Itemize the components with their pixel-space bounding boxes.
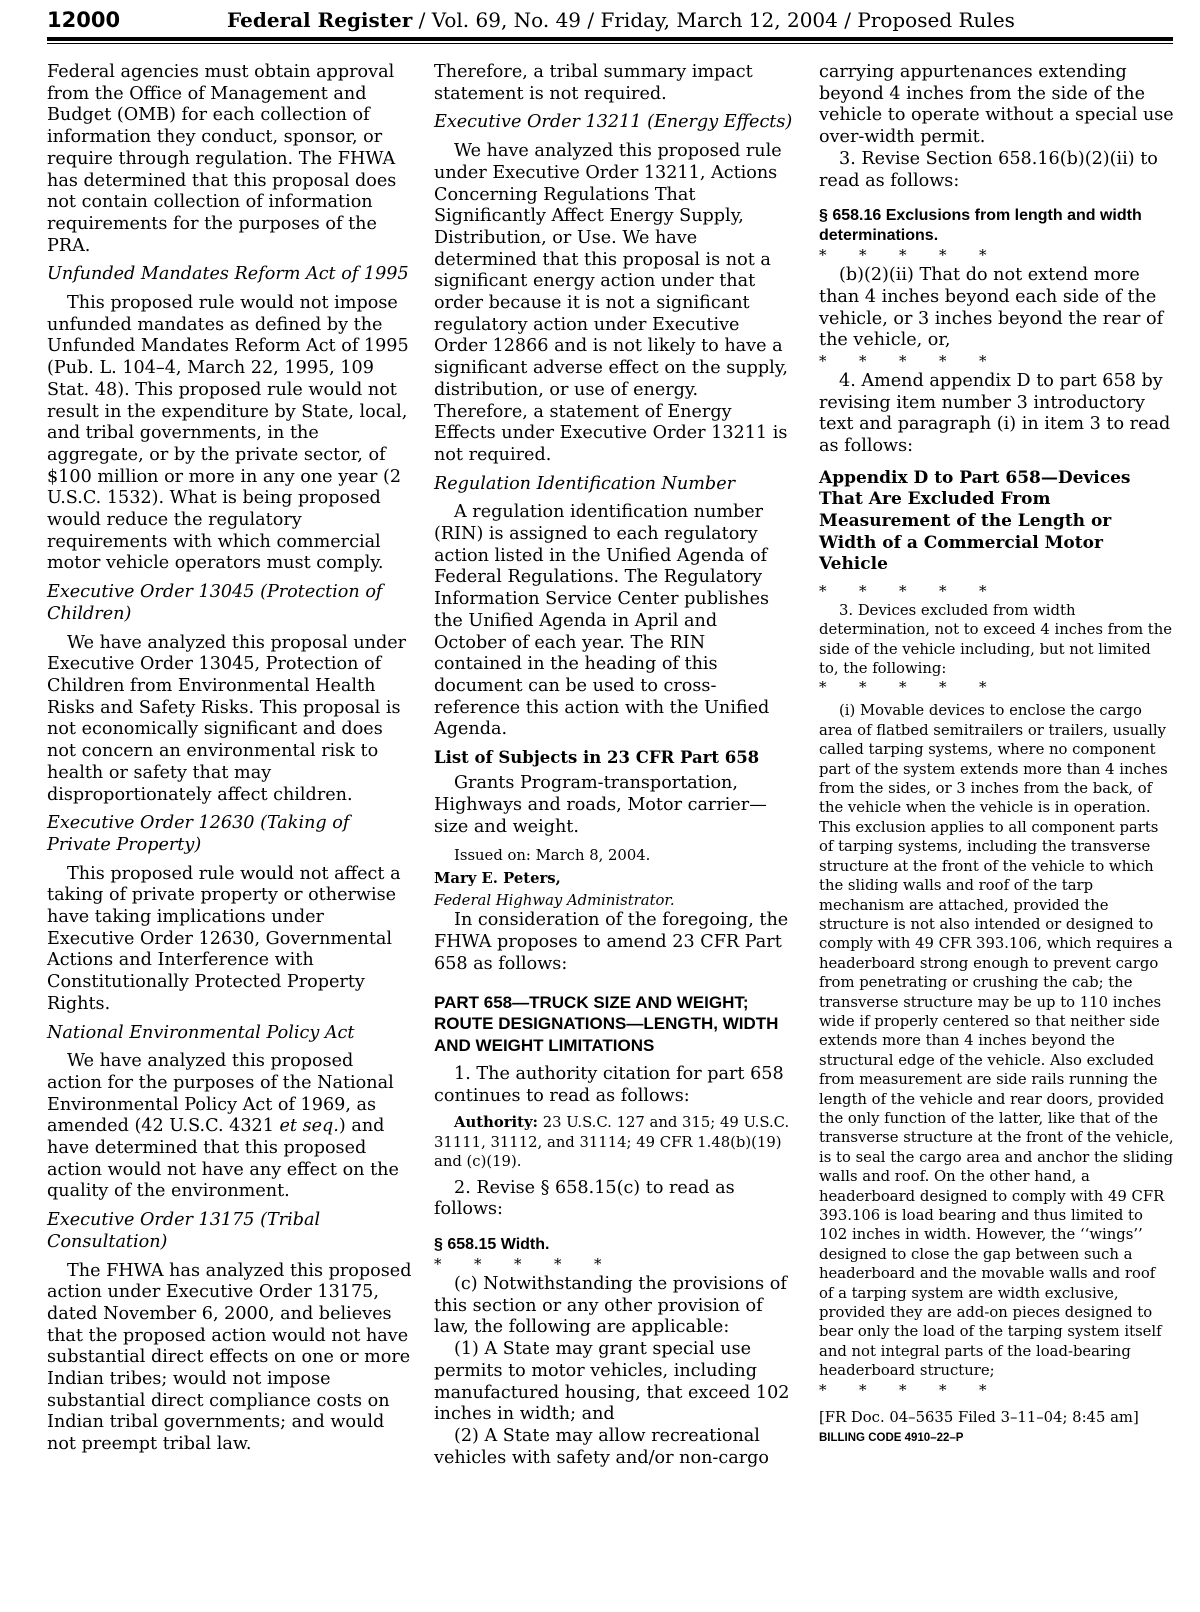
italic-text: et seq. bbox=[279, 1116, 339, 1137]
paragraph bbox=[47, 1051, 412, 1203]
appendix-item-3i: (i) Movable devices to enclose the cargo area of flatbed semitrailers or trailers, usually called tarping systems, where no component part of the system extends more than 4 inches from the sides, or 3 inches from the back, of the vehicle when the vehicle is in operation. This exclusion applies to all component parts of tarping systems, including the transverse structure at the front of the vehicle to which the sliding walls and roof of the tarp mechanism are attached, provided the structure is not also intended or designed to comply with 49 CFR 393.106, which requires a headerboard strong enough to prevent cargo from penetrating or crushing the cab; the transverse structure may be up to 110 inches wide if properly centered so that neither side extends more than 4 inches beyond the structural edge of the vehicle. Also excluded from measurement are side rails running the length of the vehicle and rear doors, provided the only function of the latter, like that of the transverse structure at the front of the vehicle, is to seal the cargo area and anchor the sliding walls and roof. On the other hand, a headerboard designed to comply with 49 CFR 393.106 is load bearing and thus limited to 102 inches in width. However, the ‘‘wings’’ designed to close the gap between such a headerboard and the movable walls and roof of a tarping system are width exclusive, provided they are add-on pieces designed to bear only the load of the tarping system itself and not integral parts of the load-bearing headerboard structure; bbox=[819, 702, 1174, 1380]
section-heading: Unfunded Mandates Reform Act of 1995 bbox=[47, 264, 409, 285]
part-heading: PART 658—TRUCK SIZE AND WEIGHT; ROUTE DESIGNATIONS—LENGTH, WIDTH AND WEIGHT LIMITATIONS bbox=[434, 992, 779, 1055]
amendment-instruction: 4. Amend appendix D to part 658 by revising item number 3 introductory text and paragraph (i) in item 3 to read as follows: bbox=[819, 371, 1171, 457]
authority-text: 23 U.S.C. 127 and 315; 49 U.S.C. 31111, 31112, and 31114; 49 CFR 1.48(b)(19) and (c)(19). bbox=[434, 1114, 790, 1171]
omission-stars: * * * * * bbox=[819, 1380, 987, 1399]
appendix-item-3: 3. Devices excluded from width determination, not to exceed 4 inches from the side of the vehicle including, but not limited to, the following: bbox=[819, 601, 1173, 678]
omission-stars: * * * * * bbox=[819, 581, 987, 600]
authority-citation bbox=[434, 1113, 794, 1171]
text-run: ) and have determined that this proposed action would not have any effect on the quality of the environment. bbox=[47, 1116, 399, 1202]
amendment-instruction: 2. Revise § 658.15(c) to read as follows: bbox=[434, 1177, 735, 1220]
page-number: 12000 bbox=[47, 8, 121, 32]
signer-title: Federal Highway Administrator. bbox=[434, 892, 675, 910]
header-rule bbox=[47, 37, 1173, 41]
section-heading: Regulation Identification Number bbox=[434, 473, 736, 494]
amendment-instruction: 3. Revise Section 658.16(b)(2)(ii) to read as follows: bbox=[819, 148, 1158, 191]
paragraph: (c) Notwithstanding the provisions of this section or any other provision of law, the following are applicable: bbox=[434, 1274, 787, 1338]
signer-name: Mary E. Peters, bbox=[434, 869, 561, 887]
header-rule-thin bbox=[47, 43, 1173, 44]
paragraph: Grants Program-transportation, Highways and roads, Motor carrier—size and weight. bbox=[434, 773, 767, 837]
issued-date: Issued on: March 8, 2004. bbox=[454, 847, 651, 865]
paragraph: This proposed rule would not impose unfunded mandates as defined by the Unfunded Mandates Reform Act of 1995 (Pub. L. 104–4, March 22, 1995, 109 Stat. 48). This proposed rule would not result in the expenditure by State, local, and tribal governments, in the aggregate, or by the private sector, of $100 million or more in any one year (2 U.S.C. 1532). What is being proposed would reduce the regulatory requirements with which commercial motor vehicle operators must comply. bbox=[47, 293, 409, 574]
publication-name: Federal Register bbox=[227, 8, 413, 32]
text-run: We have analyzed this proposed action for the purposes of the National Environmental Policy Act of 1969, as amended (42 U.S.C. 4321 bbox=[47, 1051, 394, 1137]
appendix-heading: Appendix D to Part 658—Devices That Are Excluded From Measurement of the Length or Width of a Commercial Motor Vehicle bbox=[819, 467, 1131, 575]
column-3 bbox=[819, 62, 1174, 1447]
paragraph: The FHWA has analyzed this proposed action under Executive Order 13175, dated November 6, 2000, and believes that the proposed action would not have substantial direct effects on one or more Indian tribes; would not impose substantial direct compliance costs on Indian tribal governments; and would not preempt tribal law. bbox=[47, 1260, 412, 1455]
omission-stars: * * * * * bbox=[819, 678, 987, 697]
header-citation bbox=[227, 8, 1015, 32]
paragraph: We have analyzed this proposed rule under Executive Order 13211, Actions Concerning Regulations That Significantly Affect Energy Supply, Distribution, or Use. We have determined that this proposal is not a significant energy action under that order because it is not a significant regulatory action under Executive Order 12866 and is not likely to have a significant adverse effect on the supply, distribution, or use of energy. Therefore, a statement of Energy Effects under Executive Order 13211 is not required. bbox=[434, 141, 788, 465]
section-heading: Executive Order 12630 (Taking of Private Property) bbox=[47, 813, 350, 855]
paragraph: (b)(2)(ii) That do not extend more than 4 inches beyond each side of the vehicle, or 3 inches beyond the rear of the vehicle, or, bbox=[819, 265, 1164, 351]
paragraph: (1) A State may grant special use permits to motor vehicles, including manufactured housing, that exceed 102 inches in width; and bbox=[434, 1339, 790, 1425]
paragraph: In consideration of the foregoing, the FHWA proposes to amend 23 CFR Part 658 as follows: bbox=[434, 910, 789, 974]
paragraph: Federal agencies must obtain approval from the Office of Management and Budget (OMB) for each collection of information they conduct, sponsor, or require through regulation. The FHWA has determined that this proposal does not contain collection of information requirements for the purposes of the PRA. bbox=[47, 62, 397, 256]
page-header bbox=[47, 6, 1172, 36]
paragraph: This proposed rule would not affect a taking of private property or otherwise have taking implications under Executive Order 12630, Governmental Actions and Interference with Constitutionally Protected Property Rights. bbox=[47, 863, 401, 1014]
issue-citation: / Vol. 69, No. 49 / Friday, March 12, 2004 / Proposed Rules bbox=[412, 8, 1015, 32]
column-2 bbox=[434, 62, 794, 1469]
section-heading: Executive Order 13175 (Tribal Consultation) bbox=[47, 1210, 321, 1252]
fr-doc-line: [FR Doc. 04–5635 Filed 3–11–04; 8:45 am] bbox=[819, 1408, 1139, 1426]
paragraph: carrying appurtenances extending beyond 4 inches from the side of the vehicle to operate without a special use over-width permit. bbox=[819, 62, 1174, 148]
column-1 bbox=[47, 62, 412, 1456]
paragraph: (2) A State may allow recreational vehicles with safety and/or non-cargo bbox=[434, 1425, 769, 1468]
section-heading: Executive Order 13211 (Energy Effects) bbox=[434, 112, 793, 133]
section-658-15-heading: § 658.15 Width. bbox=[434, 1236, 550, 1254]
section-heading: National Environmental Policy Act bbox=[47, 1022, 355, 1043]
section-heading: Executive Order 13045 (Protection of Children) bbox=[47, 582, 383, 624]
section-658-16-heading: § 658.16 Exclusions from length and width determinations. bbox=[819, 207, 1142, 245]
subjects-heading: List of Subjects in 23 CFR Part 658 bbox=[434, 748, 760, 768]
authority-label: Authority: bbox=[454, 1114, 539, 1132]
omission-stars: * * * * * bbox=[434, 1255, 602, 1274]
omission-stars: * * * * * bbox=[819, 352, 987, 371]
paragraph: We have analyzed this proposal under Executive Order 13045, Protection of Children from Environmental Health Risks and Safety Risks. This proposal is not economically significant and does not concern an environmental risk to health or safety that may disproportionately affect children. bbox=[47, 632, 407, 805]
paragraph: A regulation identification number (RIN) is assigned to each regulatory action listed in the Unified Agenda of Federal Regulations. The Regulatory Information Service Center publishes the Unified Agenda in April and October of each year. The RIN contained in the heading of this document can be used to cross-reference this action with the Unified Agenda. bbox=[434, 502, 770, 740]
billing-code: BILLING CODE 4910–22–P bbox=[819, 1432, 964, 1445]
omission-stars: * * * * * bbox=[819, 246, 987, 265]
paragraph: Therefore, a tribal summary impact statement is not required. bbox=[434, 62, 753, 104]
amendment-instruction: 1. The authority citation for part 658 continues to read as follows: bbox=[434, 1064, 784, 1106]
